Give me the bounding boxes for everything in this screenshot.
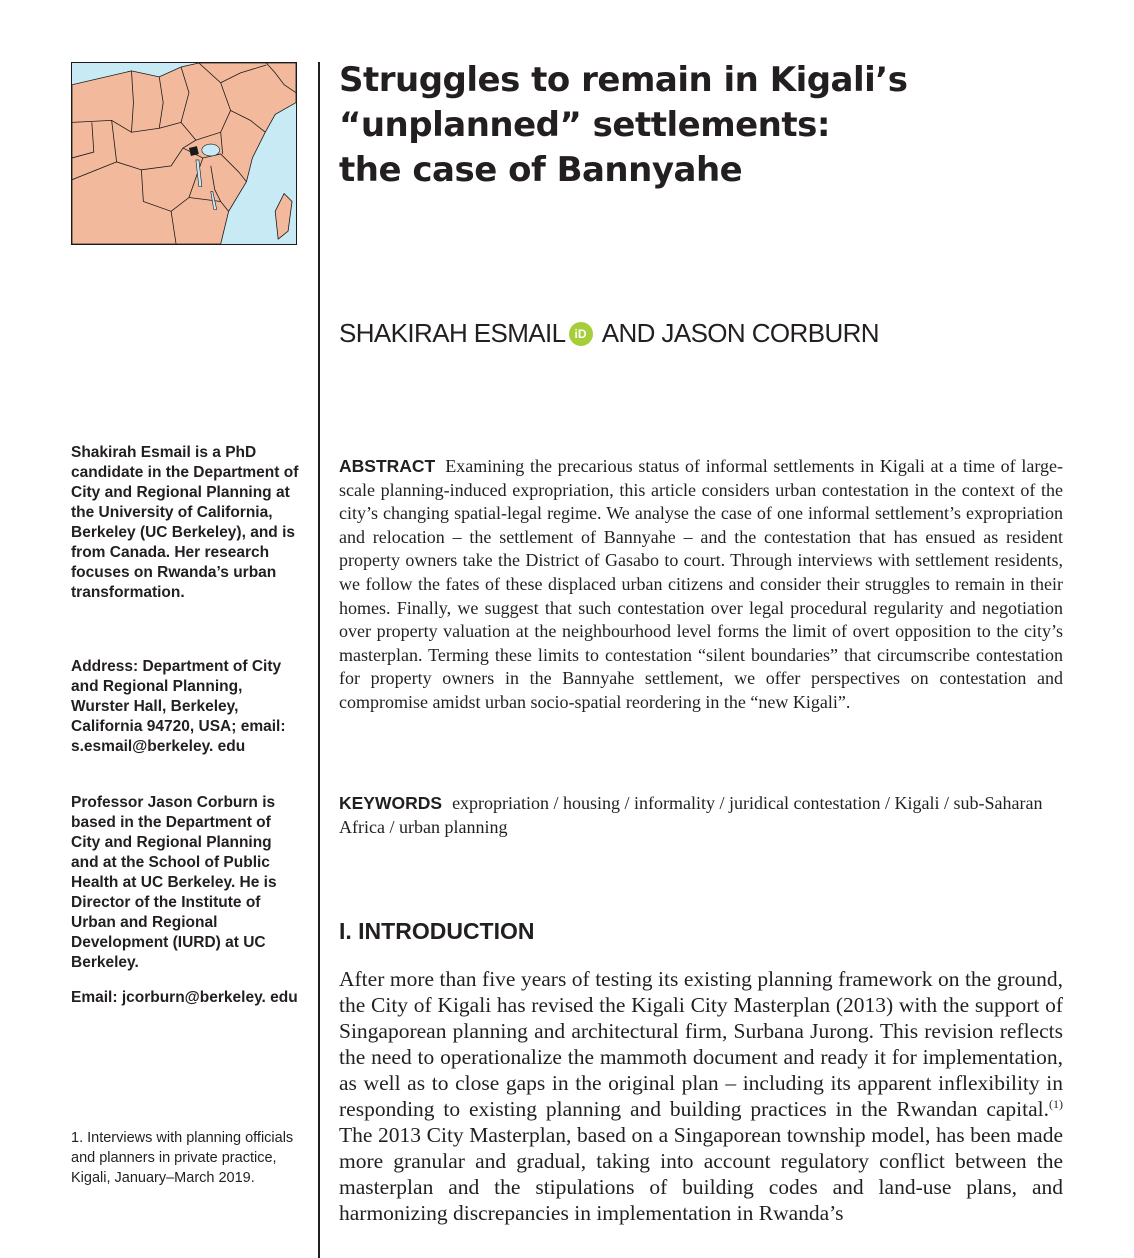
author-bio-esmail: Shakirah Esmail is a PhD candidate in the Department of City and Regional Planning at the University of California, Berkeley (UC Berkeley), and is from Canada. Her research focuses on Rwanda’s urban transformation.: [71, 444, 299, 601]
footnote-reference[interactable]: (1): [1049, 1096, 1063, 1111]
intro-text-1: After more than five years of testing its existing planning framework on the ground, the City of Kigali has revised the Kigali City Masterplan (2013) with the support of Singaporean planning and architectural firm, Surbana Jurong. This revision reflects the need to operationalize the mammoth document and ready it for implementation, as well as to close gaps in the original plan – including its apparent inflexibility in responding to existing planning and building practices in the Rwandan capital.: [339, 967, 1063, 1121]
abstract: [339, 455, 1063, 715]
title-line-2: “unplanned” settlements:: [339, 105, 830, 145]
title-line-3: the case of Bannyahe: [339, 150, 743, 190]
keywords: [339, 791, 1063, 839]
section-heading: I. INTRODUCTION: [339, 918, 535, 944]
keywords-text: expropriation / housing / informality / juridical contestation / Kigali / sub-Saharan Africa / urban planning: [339, 793, 1043, 837]
author-address: Address: Department of City and Regional Planning, Wurster Hall, Berkeley, California 94720, USA; email: s.esmail@berkeley. edu: [71, 658, 286, 755]
title-line-1: Struggles to remain in Kigali’s: [339, 60, 908, 100]
abstract-label: ABSTRACT: [339, 456, 436, 476]
africa-map-icon: [72, 63, 296, 244]
keywords-label: KEYWORDS: [339, 793, 443, 813]
introduction-paragraph: [339, 966, 1063, 1226]
africa-locator-map: [71, 62, 297, 245]
author-name-1: SHAKIRAH ESMAIL: [339, 318, 566, 348]
intro-text-2: The 2013 City Masterplan, based on a Singaporean township model, has been made more granular and gradual, taking into account regulatory conflict between the masterplan and the stipulations of building codes and land-use plans, and harmonizing discrepancies in implementation in Rwanda’s: [339, 1123, 1063, 1225]
footnote-1: 1. Interviews with planning officials and planners in private practice, Kigali, January–March 2019.: [71, 1130, 294, 1186]
article-title: [339, 58, 1059, 193]
author-name-2: AND JASON CORBURN: [596, 318, 879, 348]
abstract-text: Examining the precarious status of informal settlements in Kigali at a time of large-scale planning-induced expropriation, this article considers urban contestation in the context of the city’s changing spatial-legal regime. We analyse the case of one informal settlement’s expropriation and relocation – the settlement of Bannyahe – and the contestation that has ensued as resident property owners take the District of Gasabo to court. Through interviews with settlement residents, we follow the fates of these displaced urban citizens and consider their struggles to remain in their homes. Finally, we suggest that such contestation over legal procedural regularity and negotiation over property valuation at the neighbourhood level forms the limit of overt opposition to the city’s masterplan. Terming these limits to contestation “silent boundaries” that circumscribe contestation for property owners in the Bannyahe settlement, we offer perspectives on contestation and compromise amidst urban socio-spatial reordering in the “new Kigali”.: [339, 456, 1063, 712]
author-email: Email: jcorburn@berkeley. edu: [71, 989, 298, 1006]
column-divider: [318, 62, 320, 1258]
author-bio-corburn: Professor Jason Corburn is based in the Department of City and Regional Planning and at the School of Public Health at UC Berkeley. He is Director of the Institute of Urban and Regional Development (IURD) at UC Berkeley.: [71, 794, 277, 971]
orcid-icon[interactable]: iD: [569, 322, 593, 346]
author-line: [339, 318, 879, 349]
